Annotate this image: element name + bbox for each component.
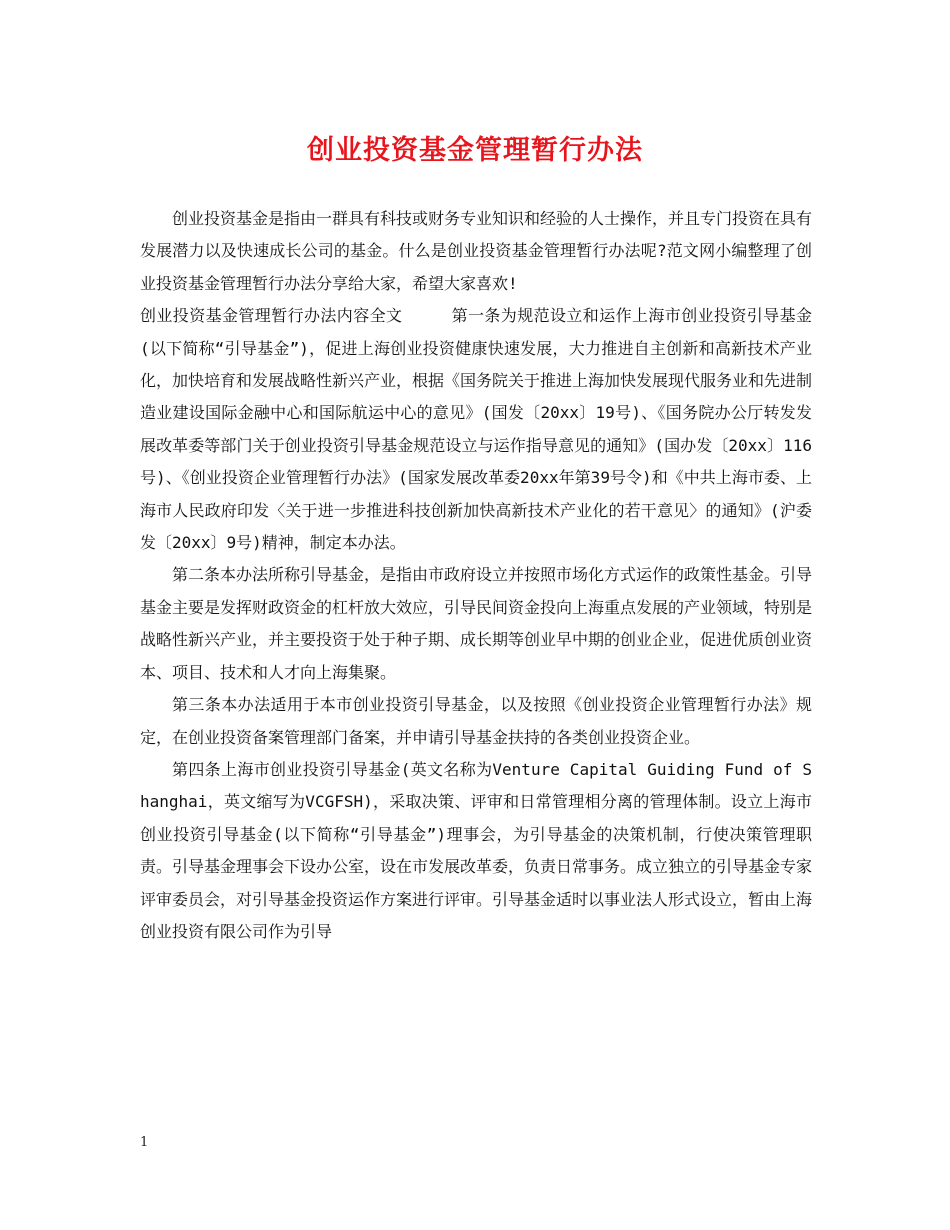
document-body <box>140 203 812 948</box>
paragraph-intro: 创业投资基金是指由一群具有科技或财务专业知识和经验的人士操作，并且专门投资在具有发展潜力以及快速成长公司的基金。什么是创业投资基金管理暂行办法呢?范文网小编整理了创业投资基金管理暂行办法分享给大家，希望大家喜欢! <box>140 209 813 293</box>
paragraph-article-4: 第四条上海市创业投资引导基金(英文名称为Venture Capital Guiding Fund of Shanghai，英文缩写为VCGFSH)，采取决策、评审和日常管理相分离的管理体制。设立上海市创业投资引导基金(以下简称“引导基金”)理事会，为引导基金的决策机制，行使决策管理职责。引导基金理事会下设办公室，设在市发展改革委，负责日常事务。成立独立的引导基金专家评审委员会，对引导基金投资运作方案进行评审。引导基金适时以事业法人形式设立，暂由上海创业投资有限公司作为引导 <box>140 759 813 941</box>
paragraph-article-1: 创业投资基金管理暂行办法内容全文 第一条为规范设立和运作上海市创业投资引导基金(以下简称“引导基金”)，促进上海创业投资健康快速发展，大力推进自主创新和高新技术产业化，加快培育和发展战略性新兴产业，根据《国务院关于推进上海加快发展现代服务业和先进制造业建设国际金融中心和国际航运中心的意见》(国发〔20xx〕19号)、《国务院办公厅转发发展改革委等部门关于创业投资引导基金规范设立与运作指导意见的通知》(国办发〔20xx〕116号)、《创业投资企业管理暂行办法》(国家发展改革委20xx年第39号令)和《中共上海市委、上海市人民政府印发〈关于进一步推进科技创新加快高新技术产业化的若干意见〉的通知》(沪委发〔20xx〕9号)精神，制定本办法。 <box>140 306 813 553</box>
page-number: 1 <box>140 1135 149 1150</box>
document-title: 创业投资基金管理暂行办法 <box>307 135 643 166</box>
paragraph-article-2: 第二条本办法所称引导基金，是指由市政府设立并按照市场化方式运作的政策性基金。引导基金主要是发挥财政资金的杠杆放大效应，引导民间资金投向上海重点发展的产业领域，特别是战略性新兴产业，并主要投资于处于种子期、成长期等创业早中期的创业企业，促进优质创业资本、项目、技术和人才向上海集聚。 <box>140 565 813 682</box>
paragraph-article-3: 第三条本办法适用于本市创业投资引导基金，以及按照《创业投资企业管理暂行办法》规定，在创业投资备案管理部门备案，并申请引导基金扶持的各类创业投资企业。 <box>140 695 812 747</box>
